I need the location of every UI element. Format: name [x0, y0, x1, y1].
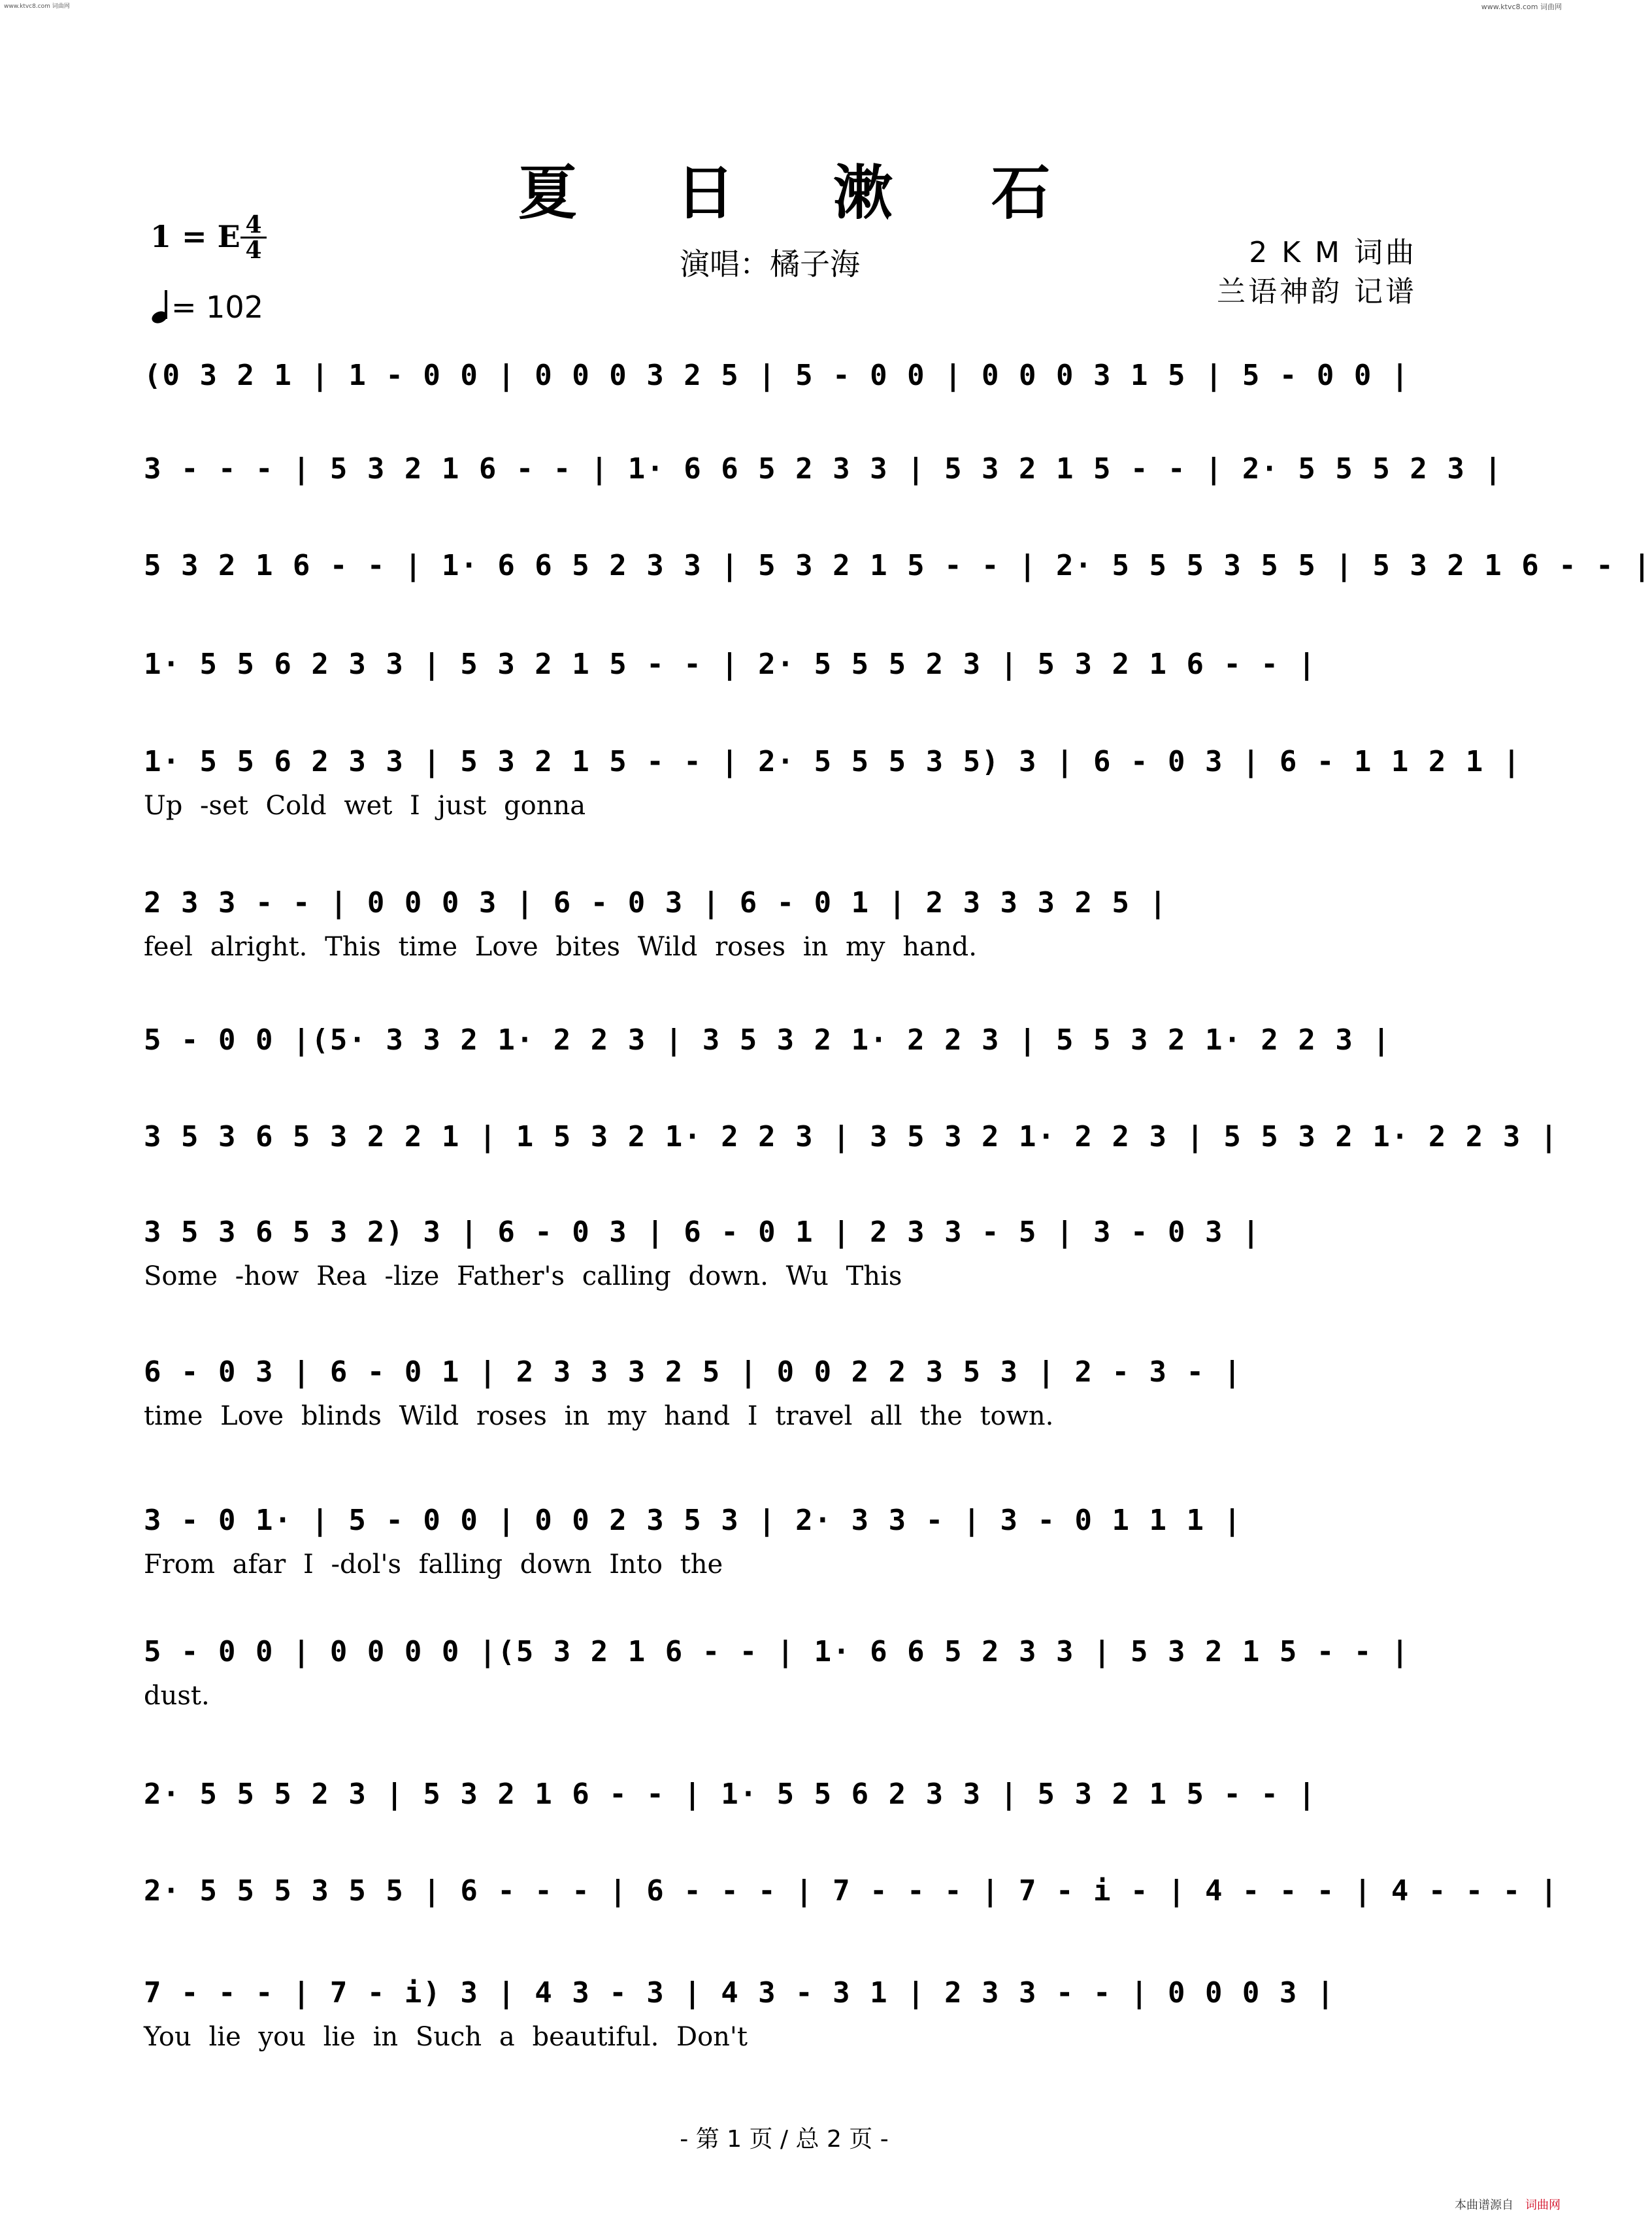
source-brand[interactable]: 词曲网	[1525, 2198, 1561, 2212]
notation-line: 7 - - - | 7 - i) 3 | 4 3 - 3 | 4 3 - 3 1 | 2 3 3 - - | 0 0 0 3 |	[144, 1976, 1336, 2010]
score-row-13	[144, 1775, 1425, 1873]
tempo-value: = 102	[171, 290, 263, 325]
notation-line: 3 5 3 6 5 3 2 2 1 | 1 5 3 2 1· 2 2 3 | 3 5 3 2 1· 2 2 3 | 5 5 3 2 1· 2 2 3 |	[144, 1120, 1559, 1153]
lyrics-line: From afar I -dol's falling down Into the	[144, 1549, 723, 1580]
transcriber-credit: 兰语神韵 记谱	[1217, 275, 1417, 308]
notation-line: 1· 5 5 6 2 3 3 | 5 3 2 1 5 - - | 2· 5 5 5 2 3 | 5 3 2 1 6 - - |	[144, 648, 1317, 681]
score-row-12	[144, 1632, 1425, 1730]
score-row-8	[144, 1117, 1559, 1216]
score-row-10	[144, 1353, 1425, 1451]
tempo-marking	[152, 290, 263, 325]
quarter-note-icon	[152, 290, 171, 323]
lyrics-line: feel alright. This time Love bites Wild roses in my hand.	[144, 932, 977, 962]
notation-line: 5 3 2 1 6 - - | 1· 6 6 5 2 3 3 | 5 3 2 1 5 - - | 2· 5 5 5 3 5 5 | 5 3 2 1 6 - - |	[144, 549, 1652, 582]
score-row-14	[144, 1872, 1559, 1970]
singer-credit: 演唱：橘子海	[680, 246, 860, 282]
score-row-4	[144, 645, 1425, 743]
time-numerator: 4	[245, 211, 262, 239]
notation-line: 5 - 0 0 |(5· 3 3 2 1· 2 2 3 | 3 5 3 2 1· 2 2 3 | 5 5 3 2 1· 2 2 3 |	[144, 1023, 1391, 1057]
lyrics-music-credit: 2 K M 词曲	[1249, 236, 1417, 269]
lyrics-line: You lie you lie in Such a beautiful. Don't	[144, 2022, 748, 2052]
lyrics-line: dust.	[144, 1681, 210, 1711]
notation-line: 6 - 0 3 | 6 - 0 1 | 2 3 3 3 2 5 | 0 0 2 2 3 5 3 | 2 - 3 - |	[144, 1355, 1242, 1389]
notation-line: 2· 5 5 5 3 5 5 | 6 - - - | 6 - - - | 7 - - - | 7 - i - | 4 - - - | 4 - - - |	[144, 1874, 1559, 1908]
score-row-7	[144, 1021, 1425, 1119]
notation-line: 3 - - - | 5 3 2 1 6 - - | 1· 6 6 5 2 3 3 | 5 3 2 1 5 - - | 2· 5 5 5 2 3 |	[144, 452, 1503, 486]
source-credit	[1455, 2196, 1561, 2213]
time-denominator: 4	[245, 237, 262, 264]
score-row-1	[144, 356, 1425, 454]
page-number: - 第 1 页 / 总 2 页 -	[680, 2126, 889, 2153]
score-row-11	[144, 1501, 1425, 1599]
notation-line: 2 3 3 - - | 0 0 0 3 | 6 - 0 3 | 6 - 0 1 | 2 3 3 3 2 5 |	[144, 886, 1168, 919]
score-row-2	[144, 450, 1503, 548]
score-row-9	[144, 1213, 1425, 1311]
notation-line: 1· 5 5 6 2 3 3 | 5 3 2 1 5 - - | 2· 5 5 5 3 5) 3 | 6 - 0 3 | 6 - 1 1 2 1 |	[144, 745, 1522, 778]
score-row-3	[144, 546, 1652, 644]
score-row-5	[144, 742, 1522, 840]
notation-line: 3 - 0 1· | 5 - 0 0 | 0 0 2 3 5 3 | 2· 3 3 - | 3 - 0 1 1 1 |	[144, 1504, 1242, 1537]
time-signature	[240, 211, 267, 264]
key-signature: 1 = E	[150, 219, 240, 254]
source-text: 本曲谱源自	[1455, 2198, 1513, 2212]
score-row-15	[144, 1974, 1425, 2072]
lyrics-line: time Love blinds Wild roses in my hand I travel all the town.	[144, 1401, 1054, 1431]
watermark-top-right: www.ktvc8.com 词曲网	[1481, 3, 1562, 11]
notation-line: 5 - 0 0 | 0 0 0 0 |(5 3 2 1 6 - - | 1· 6 6 5 2 3 3 | 5 3 2 1 5 - - |	[144, 1635, 1410, 1668]
notation-line: (0 3 2 1 | 1 - 0 0 | 0 0 0 3 2 5 | 5 - 0 0 | 0 0 0 3 1 5 | 5 - 0 0 |	[144, 359, 1410, 392]
song-title: 夏 日 漱 石	[518, 158, 1089, 227]
notation-line: 3 5 3 6 5 3 2) 3 | 6 - 0 3 | 6 - 0 1 | 2 3 3 - 5 | 3 - 0 3 |	[144, 1216, 1261, 1249]
lyrics-line: Some -how Rea -lize Father's calling down. Wu This	[144, 1261, 902, 1291]
watermark-top-left: www.ktvc8.com 词曲网	[4, 3, 70, 10]
notation-line: 2· 5 5 5 2 3 | 5 3 2 1 6 - - | 1· 5 5 6 2 3 3 | 5 3 2 1 5 - - |	[144, 1778, 1317, 1811]
score-row-6	[144, 884, 1425, 982]
lyrics-line: Up -set Cold wet I just gonna	[144, 791, 586, 821]
